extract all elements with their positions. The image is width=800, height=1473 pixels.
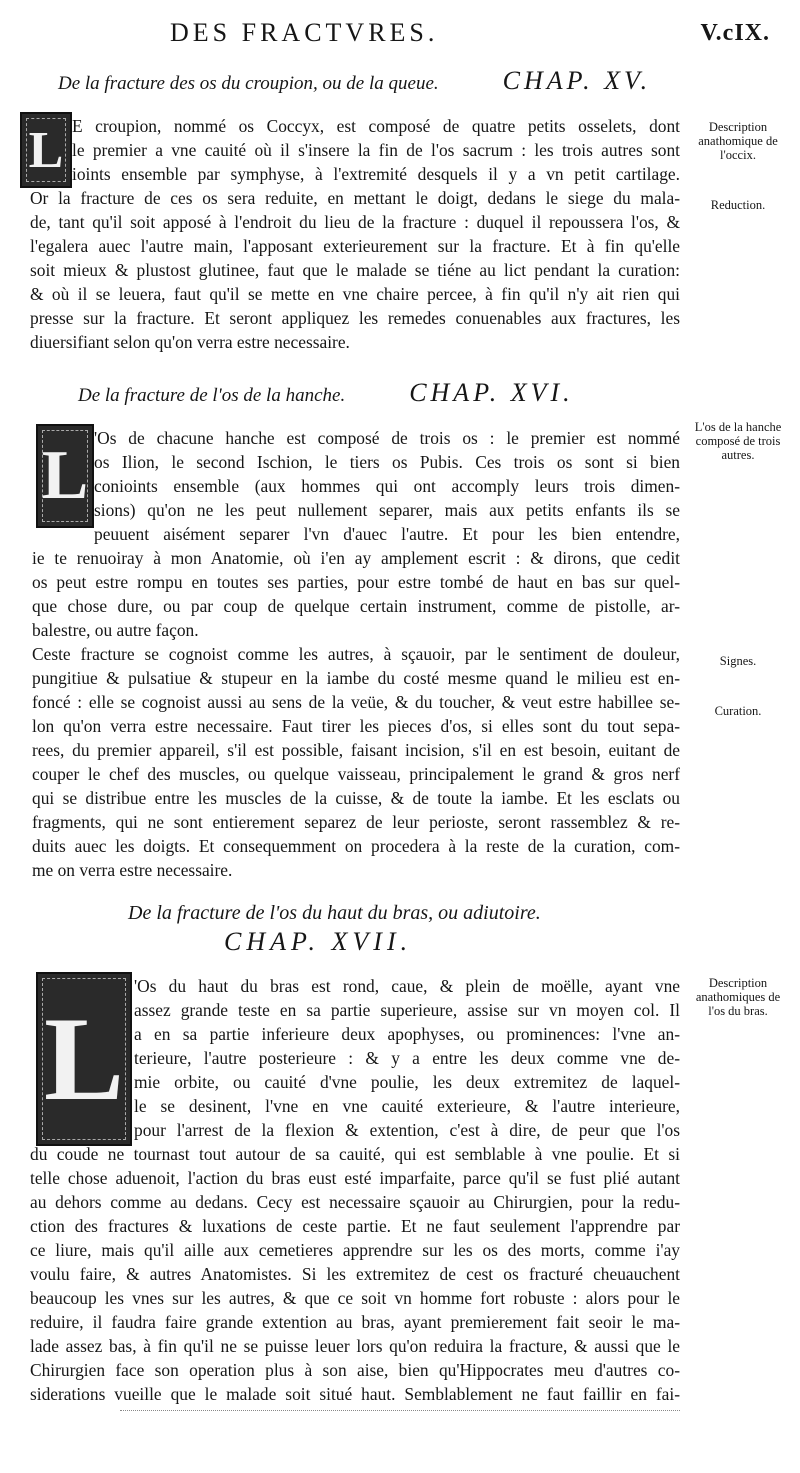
text-line: au dehors comme au dedans. Cecy est necessaire sçauoir au Chirurgien, pour la redu- — [30, 1192, 680, 1212]
margin-note-description-coccyx: Description anathomique de l'occix. — [698, 120, 778, 162]
text-line: duits auec les doigts. Et consequemment on procedera à la reste de la curation, com- — [32, 836, 680, 856]
text-line: ce liure, mais qu'il aille aux cemetieres apprendre sur les os des morts, comme i'ay — [30, 1240, 680, 1260]
text-line: me on verra estre necessaire. — [32, 860, 233, 880]
decorated-initial-16: L — [36, 424, 94, 528]
chapter-16-heading — [78, 378, 718, 410]
chapter-15-para-2 — [30, 186, 680, 354]
chapter-15-para-1 — [72, 114, 680, 186]
chapter-16-number: CHAP. XVI. — [409, 378, 574, 407]
margin-note-curation: Curation. — [714, 704, 762, 718]
text-line: os peut estre rompu en toutes ses parties, pour estre tombé de haut en bas sur quel- — [32, 572, 680, 592]
text-line: 'Os du haut du bras est rond, caue, & plein de moëlle, ayant vne — [134, 976, 680, 996]
text-line: Ceste fracture se cognoist comme les autres, à sçauoir, par le sentiment de douleur, — [32, 644, 680, 664]
text-line: ie te renuoiray à mon Anatomie, où i'en ay amplement escrit : & dirons, que cedit — [32, 548, 680, 568]
page-bottom-rule — [120, 1410, 680, 1411]
text-line: l'egalera auec l'autre main, l'apposant exterieurement sur la fracture. Et à fin qu'elle — [30, 236, 680, 256]
running-head — [170, 18, 770, 52]
text-line: E croupion, nommé os Coccyx, est composé de quatre petits osselets, dont — [72, 116, 680, 136]
chapter-17-title: De la fracture de l'os du haut du bras, ou adiutoire. — [128, 902, 541, 924]
text-line: a en sa partie inferieure deux apophyses, ou prominences: l'vne an- — [134, 1024, 680, 1044]
text-line: de, tant qu'il soit apposé à l'endroit du lieu de la fracture : duquel il repoussera l'os, & — [30, 212, 680, 232]
text-line: terieure, l'autre posterieure : & y a entre les deux comme vne de- — [134, 1048, 680, 1068]
chapter-17-para-1b — [30, 1142, 680, 1406]
text-line: 'Os de chacune hanche est composé de trois os : le premier est nommé — [94, 428, 680, 448]
text-line: qui se distribue entre les muscles de la cuisse, & de toute la iambe. Et les esclats ou — [32, 788, 680, 808]
decorated-initial-15: L — [20, 112, 72, 188]
text-line: le premier a vne cauité où il s'insere la fin de l'os sacrum : les trois autres sont — [72, 140, 680, 160]
margin-note-signs: Signes. — [719, 654, 757, 668]
text-line: soit mieux & plustost glutinee, faut que le malade se tiéne au lict pendant la curation: — [30, 260, 680, 280]
text-line: Or la fracture de ces os sera reduite, en mettant le doigt, dedans le siege du mala- — [30, 188, 680, 208]
chapter-15-title: De la fracture des os du croupion, ou de la queue. — [58, 73, 439, 94]
text-line: fragments, qui ne sont entierement separez de leur perioste, seront rassemblez & re- — [32, 812, 680, 832]
text-line: ioints ensemble par symphyse, à l'extremité desquels il y a vn petit cartilage. — [72, 164, 680, 184]
text-line: peuuent aisément separer l'vn d'auec l'autre. Et pour les bien entendre, — [94, 524, 680, 544]
chapter-16-title: De la fracture de l'os de la hanche. — [78, 385, 346, 406]
chapter-17-para-1a — [134, 974, 680, 1142]
text-line: siderations vueille que le malade soit situé haut. Semblablement ne faut faillir en fai- — [30, 1384, 680, 1404]
chapter-16-para-1a — [94, 426, 680, 546]
text-line: mie orbite, ou cauité d'vne poulie, les deux extremitez de laquel- — [134, 1072, 680, 1092]
text-line: du coude ne tournast tout autour de sa cauité, qui est semblable à vne poulie. Et si — [30, 1144, 680, 1164]
text-line: telle chose aduenoit, l'action du bras eust esté imparfaite, parce qu'il se fust plié autant — [30, 1168, 680, 1188]
text-line: ction des fractures & luxations de ceste partie. Et ne faut seulement l'apprendre par — [30, 1216, 680, 1236]
text-line: foncé : elle se cognoist aussi au sens de la veüe, & du toucher, & veut estre habillee se- — [32, 692, 680, 712]
text-line: rees, du premier appareil, s'il est possible, faisant incision, s'il en est besoin, euitant de — [32, 740, 680, 760]
decorated-initial-17: L — [36, 972, 132, 1146]
text-line: & où il se leuera, faut qu'il se mette en vne chaire percee, à fin qu'il n'y ait rien qui — [30, 284, 680, 304]
text-line: pour l'arrest de la flexion & extention, c'est à dire, de peur que l'os — [134, 1120, 680, 1140]
running-head-title: DES FRACTVRES. — [170, 18, 439, 47]
text-line: reduire, il faudra faire grande extention au bras, ayant premierement fait seoir le ma- — [30, 1312, 680, 1332]
text-line: lon qu'on verra estre necessaire. Faut tirer les pieces d'os, si elles sont du tout sepa- — [32, 716, 680, 736]
folio-number: V.cIX. — [700, 20, 770, 46]
chapter-15-heading — [58, 66, 698, 98]
margin-note-arm-bone: Description anathomiques de l'os du bras. — [695, 976, 781, 1018]
text-line: balestre, ou autre façon. — [32, 620, 199, 640]
margin-note-hip-bones: L'os de la hanche composé de trois autres. — [694, 420, 782, 462]
text-line: sions) qu'on ne les peut nullement separer, mais aux petits enfants ils se — [94, 500, 680, 520]
text-line: beaucoup les vnes sur les autres, & que ce soit vn homme fort robuste : alors pour le — [30, 1288, 680, 1308]
text-line: pungitiue & pulsatiue & stupeur en la iambe du costé mesme quand le milieu est en- — [32, 668, 680, 688]
chapter-16-para-1b — [32, 546, 680, 882]
text-line: que chose dure, ou par coup de quelque certain instrument, comme de pistolle, ar- — [32, 596, 680, 616]
text-line: os Ilion, le second Ischion, le tiers os Pubis. Ces trois os sont si bien — [94, 452, 680, 472]
text-line: presse sur la fracture. Et seront appliquez les remedes conuenables aux fractures, les — [30, 308, 680, 328]
text-line: conioints ensemble (aux hommes qui ont accomply leurs trois dimen- — [94, 476, 680, 496]
text-line: le se desinent, l'vne en vne cauité exterieure, & l'autre interieure, — [134, 1096, 680, 1116]
chapter-17-heading — [128, 902, 541, 957]
text-line: assez grande teste en sa partie superieure, assise sur vn moyen col. Il — [134, 1000, 680, 1020]
margin-note-reduction: Reduction. — [710, 198, 766, 212]
text-line: couper le chef des muscles, ou quelque vaisseau, principalement le grand & gros nerf — [32, 764, 680, 784]
chapter-17-number: CHAP. XVII. — [224, 927, 413, 956]
text-line: lade assez bas, à fin qu'il ne se puisse leuer lors qu'on reduira la fracture, & aussi que le — [30, 1336, 680, 1356]
text-line: Chirurgien face son operation plus à son aise, bien qu'Hippocrates meu d'autres co- — [30, 1360, 680, 1380]
chapter-15-number: CHAP. XV. — [502, 66, 652, 95]
text-line: voulu faire, & autres Anatomistes. Si les extremitez de cest os fracturé cheuauchent — [30, 1264, 680, 1284]
text-line: diuersifiant selon qu'on verra estre necessaire. — [30, 332, 350, 352]
